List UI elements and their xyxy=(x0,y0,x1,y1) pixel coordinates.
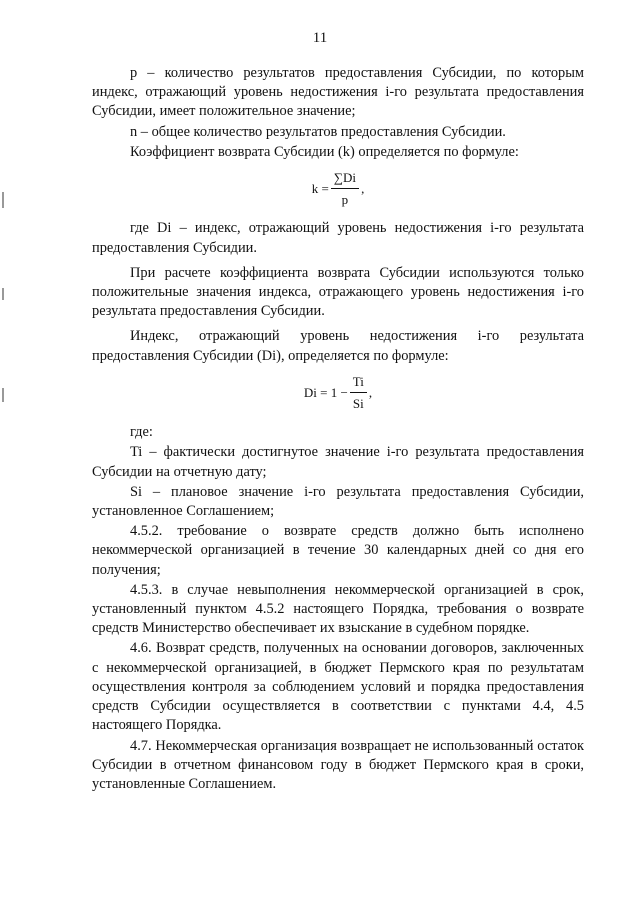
formula-d-lhs: Di = 1 − xyxy=(303,384,348,400)
formula-k-denominator: p xyxy=(341,192,349,208)
scan-edge-mark xyxy=(2,192,4,208)
paragraph-di-intro: Индекс, отражающий уровень недостижения i-го результата предоставления Субсидии (Di), определяется по формуле: xyxy=(92,328,584,364)
paragraph-n-definition: n – общее количество результатов предоставления Субсидии. xyxy=(130,123,506,140)
paragraph-di-definition: где Di – индекс, отражающий уровень недостижения i-го результата предоставления Субсидии. xyxy=(92,220,584,256)
paragraph-4-5-3: 4.5.3. в случае невыполнения некоммерческой организацией в срок, установленный пунктом 4.5.2 настоящего Порядка, требования о возврате средств Министерство обеспечивает их взыскание в судебном порядке. xyxy=(92,581,584,637)
scan-edge-mark xyxy=(2,388,4,402)
formula-k-numerator: ∑Di xyxy=(331,168,359,189)
paragraph-4-6: 4.6. Возврат средств, полученных на основании договоров, заключенных с некоммерческой организацией, в бюджет Пермского края по результатам осуществления контроля за соблюдением условий и порядка предоставления средств Субсидии осуществляется в соответствии с пунктами 4.4, 4.5 настоящего Порядка. xyxy=(92,640,584,734)
formula-d-numerator: Ti xyxy=(350,372,367,393)
paragraph-si-definition: Si – плановое значение i-го результата предоставления Субсидии, установленное Соглашением; xyxy=(92,483,584,520)
paragraph-where: где: xyxy=(130,424,153,441)
formula-k-lhs: k = xyxy=(311,181,329,197)
page-number: 11 xyxy=(312,30,328,46)
formula-k-fraction xyxy=(331,168,359,209)
paragraph-p-definition: р – количество результатов предоставления Субсидии, по которым индекс, отражающий уровень недостижения i-го результата предоставления Субсидии, имеет положительное значение; xyxy=(92,65,584,120)
document-body xyxy=(92,64,584,795)
paragraph-ti-definition: Ti – фактически достигнутое значение i-го результата предоставления Субсидии на отчетную дату; xyxy=(92,444,584,480)
formula-k-tail: , xyxy=(361,181,365,197)
paragraph-positive-values: При расчете коэффициента возврата Субсидии используются только положительные значения индекса, отражающего уровень недостижения i-го результата предоставления Субсидии. xyxy=(92,264,584,320)
paragraph-4-5-2: 4.5.2. требование о возврате средств должно быть исполнено некоммерческой организацией в течение 30 календарных дней со дня его получения; xyxy=(92,523,584,578)
formula-k xyxy=(92,168,584,209)
formula-d-tail: , xyxy=(368,384,373,400)
scan-edge-mark xyxy=(2,288,4,300)
paragraph-k-intro: Коэффициент возврата Субсидии (k) определяется по формуле: xyxy=(130,143,519,160)
formula-d-fraction xyxy=(350,372,367,413)
formula-d-denominator: Si xyxy=(352,396,364,412)
formula-d xyxy=(92,372,584,413)
paragraph-4-7: 4.7. Некоммерческая организация возвращает не использованный остаток Субсидии в отчетном финансовом году в бюджет Пермского края в сроки, установленные Соглашением. xyxy=(92,737,584,792)
